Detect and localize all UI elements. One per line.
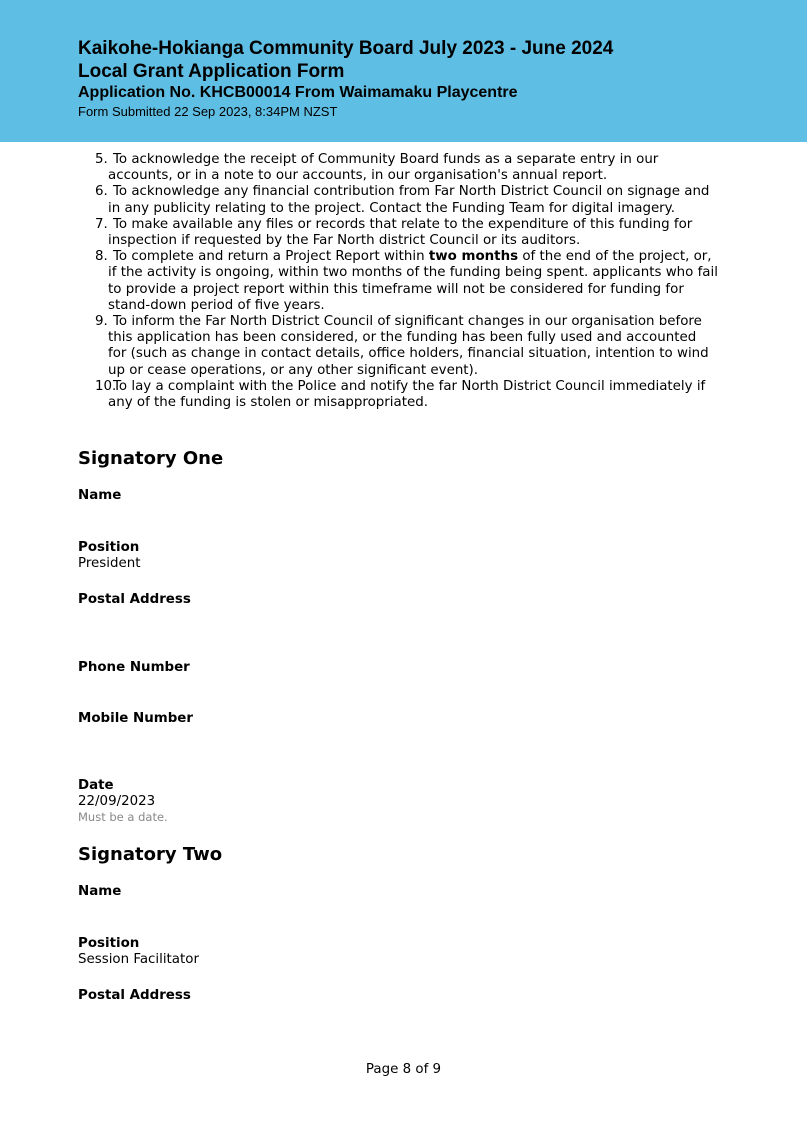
sig2-position-value: Session Facilitator: [78, 952, 199, 967]
board-title: Kaikohe-Hokianga Community Board July 2023 - June 2024: [78, 38, 614, 59]
sig1-position-label: Position: [78, 540, 140, 555]
term-text: To acknowledge the receipt of Community Board funds as a separate entry in our accounts, or in a note to our accounts, in our organisation's annual report.: [108, 152, 659, 184]
term-text: To inform the Far North District Council of significant changes in our organisation before this application has been considered, or the funding has been fully used and accounted for (such as change in contact details, office holders, financial situation, intention to wind up or cease operations, or any other significant event).: [108, 314, 709, 378]
term-emphasis: two months: [428, 249, 519, 265]
sig1-date-label: Date: [78, 778, 114, 793]
term-number: 9.: [95, 314, 108, 330]
sig2-position-label: Position: [78, 936, 140, 951]
sig2-postal-label: Postal Address: [78, 988, 191, 1003]
application-number: Application No. KHCB00014 From Waimamaku Playcentre: [78, 84, 518, 101]
sig1-name-label: Name: [78, 488, 122, 503]
sig1-position-value: President: [78, 556, 141, 571]
term-number: 7.: [95, 216, 108, 232]
sig1-phone-label: Phone Number: [78, 660, 190, 675]
sig1-mobile-label: Mobile Number: [78, 711, 193, 726]
sig1-date-value: 22/09/2023: [78, 794, 156, 809]
term-number: 5.: [95, 152, 108, 167]
signatory-two-heading: Signatory Two: [78, 844, 223, 865]
header-banner: [0, 0, 807, 142]
sig1-postal-label: Postal Address: [78, 592, 191, 607]
term-number: 10.: [95, 378, 117, 394]
term-number: 6.: [95, 184, 108, 200]
term-text: To complete and return a Project Report within two months of the end of the project, or, if the activity is ongoing, within two months of the funding being spent. applicants who fail to provide a project report within this timeframe will not be considered for funding for stand-down period of five years.: [108, 249, 718, 313]
form-title: Local Grant Application Form: [78, 61, 345, 82]
sig2-name-label: Name: [78, 884, 122, 899]
term-text: To acknowledge any financial contribution from Far North District Council on signage and in any publicity relating to the project. Contact the Funding Team for digital imagery.: [108, 184, 710, 216]
term-item: [78, 184, 718, 216]
submitted-timestamp: Form Submitted 22 Sep 2023, 8:34PM NZST: [78, 104, 338, 119]
term-item: [78, 249, 718, 314]
page-number: Page 8 of 9: [365, 1062, 442, 1077]
term-item: [78, 379, 718, 411]
terms-list: [78, 152, 718, 411]
term-number: 8.: [95, 249, 108, 265]
term-item: [78, 152, 718, 184]
signatory-one-heading: Signatory One: [78, 448, 224, 469]
sig1-date-hint: Must be a date.: [78, 810, 168, 824]
term-text: To lay a complaint with the Police and notify the far North District Council immediately if any of the funding is stolen or misappropriated.: [108, 378, 706, 411]
term-item: [78, 217, 718, 249]
term-text: To make available any files or records that relate to the expenditure of this funding for inspection if requested by the Far North district Council or its auditors.: [108, 216, 693, 249]
term-item: [78, 314, 718, 379]
